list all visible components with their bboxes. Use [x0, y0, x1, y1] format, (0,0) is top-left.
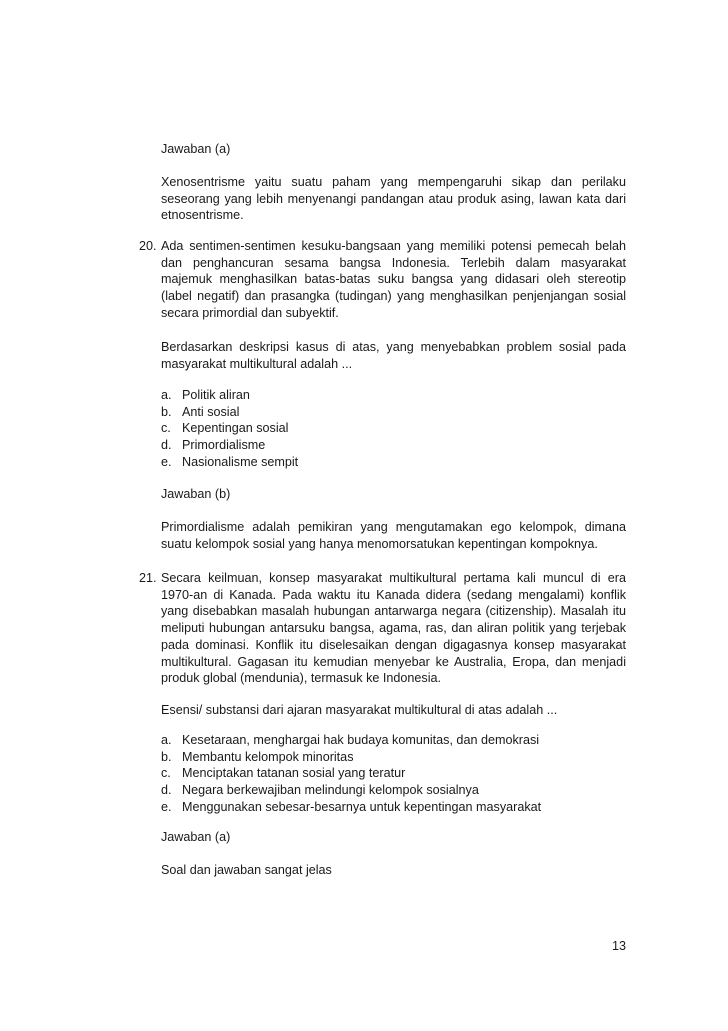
option-item [161, 404, 626, 421]
option-text: Kesetaraan, menghargai hak budaya komunitas, dan demokrasi [182, 733, 540, 747]
option-text: Politik aliran [182, 388, 250, 402]
question-21-prompt: Esensi/ substansi dari ajaran masyarakat multikultural di atas adalah ... [161, 703, 558, 717]
question-20-answer: Jawaban (b) [161, 487, 231, 501]
option-letter: e. [161, 799, 172, 814]
question-21-answer: Jawaban (a) [161, 830, 231, 844]
question-21-options [161, 732, 626, 816]
option-item [161, 749, 626, 766]
option-item [161, 765, 626, 782]
option-text: Menggunakan sebesar-besarnya untuk kepentingan masyarakat [182, 799, 542, 814]
option-letter: b. [161, 749, 172, 764]
prev-answer: Jawaban (a) [161, 142, 231, 156]
option-item [161, 799, 626, 816]
option-text: Menciptakan tatanan sosial yang teratur [182, 766, 406, 781]
prev-explanation: Xenosentrisme yaitu suatu paham yang mempengaruhi sikap dan perilaku seseorang yang lebih menyenangi pandangan atau produk asing, lawan kata dari etnosentrisme. [161, 175, 626, 223]
option-item [161, 387, 626, 404]
option-letter: c. [161, 766, 171, 781]
option-item [161, 420, 626, 437]
question-21-text: Secara keilmuan, konsep masyarakat multikultural pertama kali muncul di era 1970-an di Kanada. Pada waktu itu Kanada didera (sedang mengalami) konflik yang disebabkan masalah hubungan antarwarga negara (citizenship). Masalah itu meliputi hubungan antarsuku bangsa, agama, ras, dan aliran politik yang terjebak pada dominasi. Konflik itu diselesaikan dengan digagasnya konsep masyarakat multikultural. Gagasan itu kemudian menyebar ke Australia, Eropa, dan menjadi produk global (mendunia), termasuk ke Indonesia. [161, 571, 626, 686]
option-item [161, 454, 626, 471]
option-text: Negara berkewajiban melindungi kelompok sosialnya [182, 783, 479, 798]
question-21-explanation: Soal dan jawaban sangat jelas [161, 863, 332, 877]
question-21-number: 21. [139, 571, 157, 585]
option-letter: a. [161, 733, 172, 747]
option-letter: a. [161, 388, 172, 402]
option-text: Membantu kelompok minoritas [182, 749, 354, 764]
option-text: Primordialisme [182, 438, 266, 453]
option-letter: e. [161, 454, 172, 469]
option-text: Anti sosial [182, 404, 240, 419]
option-letter: d. [161, 783, 172, 798]
option-letter: b. [161, 404, 172, 419]
option-item [161, 782, 626, 799]
option-item [161, 732, 626, 749]
option-text: Nasionalisme sempit [182, 454, 299, 469]
question-20-text: Ada sentimen-sentimen kesuku-bangsaan yang memiliki potensi pemecah belah dan penghancuran sesama bangsa Indonesia. Terlebih dalam masyarakat majemuk menghasilkan batas-batas suku bangsa yang didasari oleh stereotip (label negatif) dan prasangka (tudingan) yang menghasilkan penjenjangan sosial secara primordial dan subyektif. [161, 239, 626, 320]
question-20-number: 20. [139, 239, 157, 253]
page-number: 13 [611, 939, 626, 953]
option-letter: d. [161, 438, 172, 453]
option-item [161, 437, 626, 454]
question-20-prompt: Berdasarkan deskripsi kasus di atas, yang menyebabkan problem sosial pada masyarakat multikultural adalah ... [161, 340, 626, 371]
option-letter: c. [161, 421, 171, 436]
option-text: Kepentingan sosial [182, 421, 289, 436]
question-20-explanation: Primordialisme adalah pemikiran yang mengutamakan ego kelompok, dimana suatu kelompok sosial yang hanya menomorsatukan kepentingan kompoknya. [161, 520, 626, 551]
question-20-options [161, 387, 626, 471]
